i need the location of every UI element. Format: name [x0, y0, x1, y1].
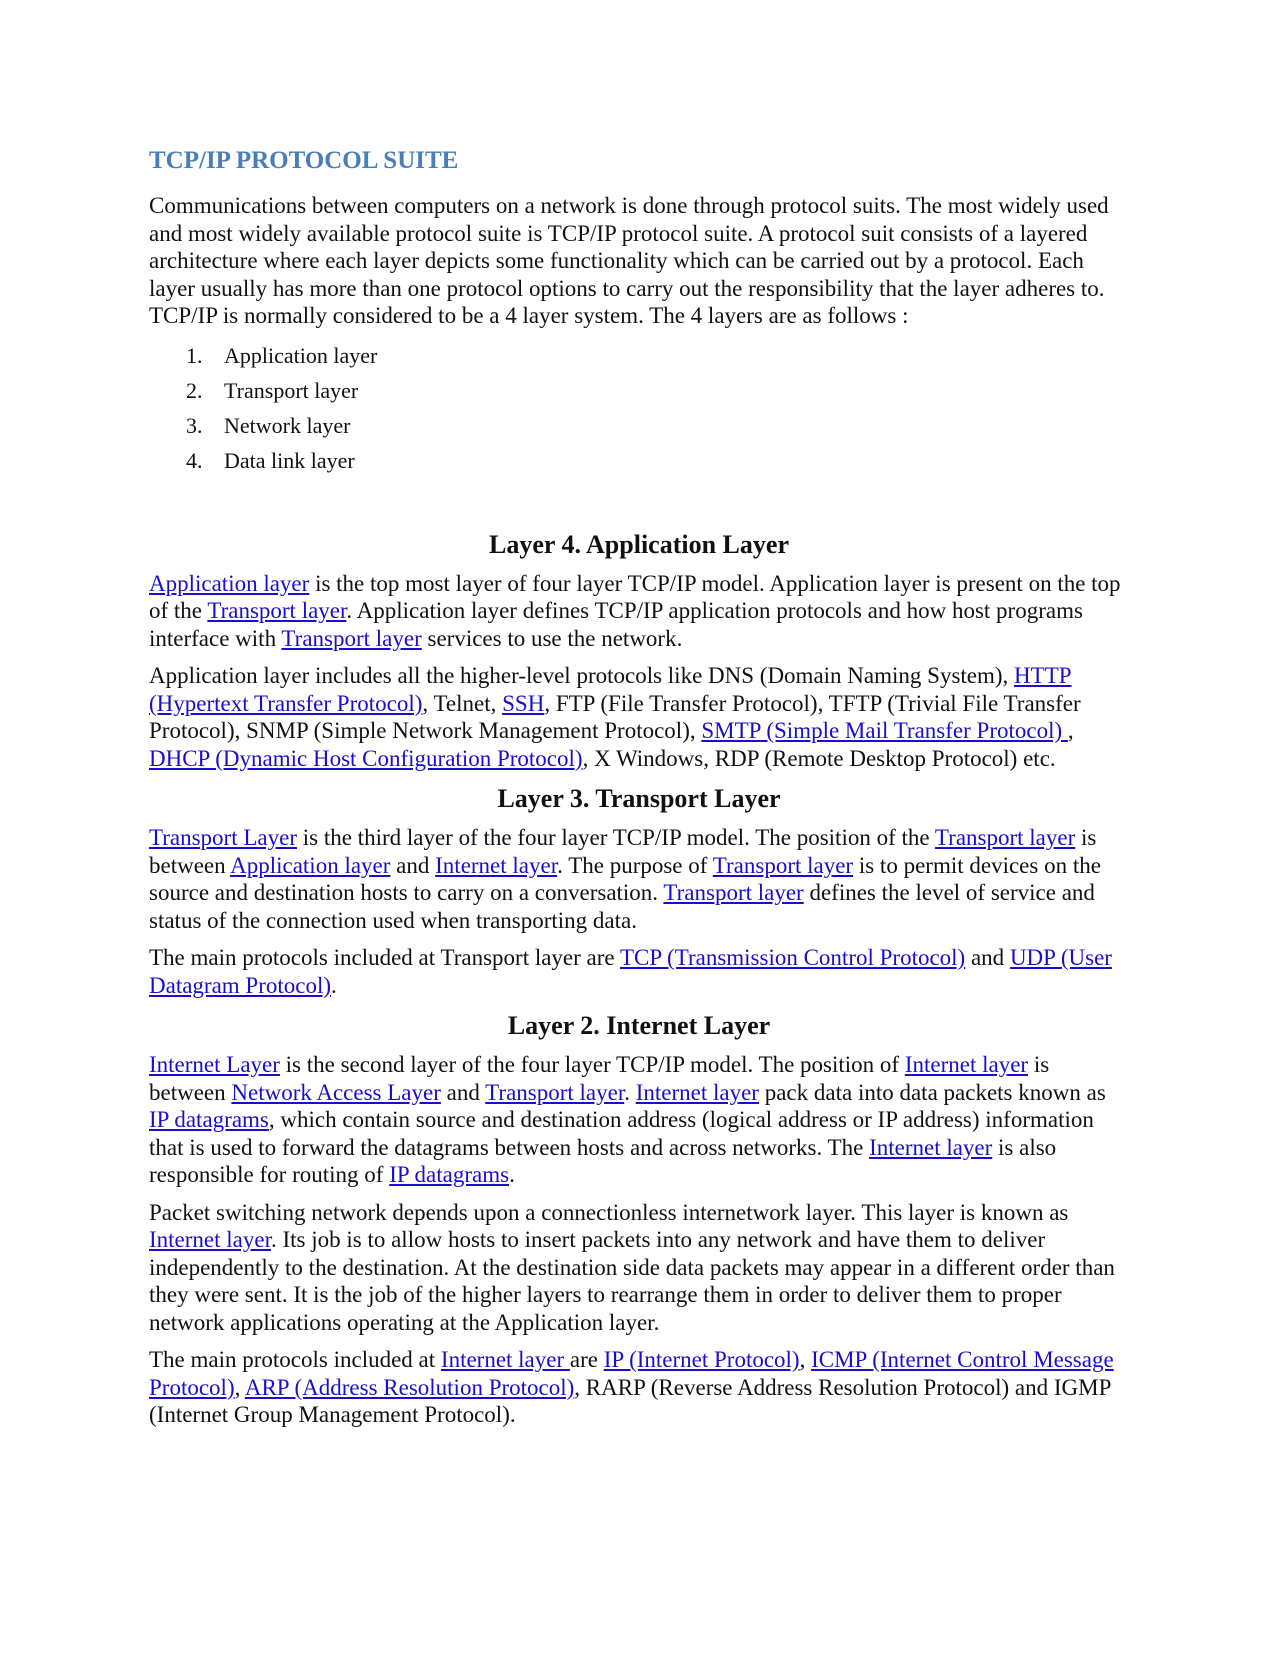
list-item — [186, 377, 1129, 404]
list-number: 2. — [186, 377, 203, 403]
transport-layer-link[interactable]: Transport layer — [712, 852, 854, 878]
text-span: Packet switching network depends upon a connectionless internetwork layer. This layer is known as — [149, 1199, 1069, 1225]
internet-layer-paragraph-2 — [149, 1199, 1129, 1337]
text-span: . Application layer defines TCP/IP application protocols and how host programs interface with — [149, 598, 1083, 651]
dhcp-link[interactable]: DHCP (Dynamic Host Configuration Protocol) — [149, 745, 583, 771]
list-item-label: Transport layer — [224, 377, 359, 403]
smtp-link[interactable]: SMTP (Simple Mail Transfer Protocol) — [701, 718, 1068, 743]
text-span: and — [440, 1079, 486, 1105]
list-item — [186, 447, 1129, 474]
transport-layer-link[interactable]: Transport layer — [485, 1079, 625, 1105]
internet-layer-link[interactable]: Internet layer — [869, 1134, 993, 1160]
list-item-label: Application layer — [224, 342, 378, 368]
text-span: , FTP (File Transfer Protocol), TFTP (Trivial File Transfer Protocol), SNMP (Simple Network Management Protocol), — [149, 690, 1081, 743]
internet-layer-paragraph-1 — [149, 1051, 1129, 1189]
text-span: . — [331, 972, 337, 998]
transport-layer-link[interactable]: Transport Layer — [149, 825, 297, 850]
list-number: 1. — [186, 342, 203, 368]
application-layer-paragraph-1 — [149, 570, 1129, 653]
ip-datagrams-link[interactable]: IP datagrams — [149, 1107, 269, 1132]
text-span: . The purpose of — [557, 852, 713, 878]
internet-layer-link[interactable]: Internet layer — [635, 1079, 759, 1105]
document-title: TCP/IP PROTOCOL SUITE — [149, 147, 459, 174]
transport-layer-paragraph-2 — [149, 944, 1129, 999]
text-span: is the top most layer of four layer TCP/IP model. Application layer is present on the top of the — [149, 570, 1121, 623]
internet-layer-link[interactable]: Internet layer — [435, 852, 558, 878]
text-span: . Its job is to allow hosts to insert packets into any network and have them to deliver independently to the destination. At the destination side data packets may appear in a different order than they were sent. It is the job of the higher layers to rearrange them in order to deliver them to proper network applications operating at the Application layer. — [149, 1227, 1115, 1335]
ip-datagrams-link[interactable]: IP datagrams — [389, 1162, 510, 1187]
application-layer-link[interactable]: Application layer — [230, 852, 391, 878]
text-span: is between — [149, 1052, 1050, 1105]
transport-layer-link[interactable]: Transport layer — [934, 825, 1076, 850]
text-span: is between — [149, 825, 1097, 878]
document-page — [149, 146, 1129, 1439]
text-span: and — [390, 852, 436, 878]
internet-layer-paragraph-3 — [149, 1346, 1129, 1429]
transport-layer-heading: Layer 3. Transport Layer — [497, 784, 781, 813]
text-span: The main protocols included at Transport layer are — [149, 945, 620, 970]
internet-layer-link[interactable]: Internet layer — [149, 1227, 271, 1252]
text-span: , Telnet, — [422, 690, 503, 716]
application-layer-link[interactable]: Application layer — [149, 570, 310, 596]
network-access-layer-link[interactable]: Network Access Layer — [231, 1079, 441, 1105]
text-span: . — [509, 1162, 515, 1187]
text-span: , — [1067, 718, 1074, 743]
text-span: . — [624, 1079, 636, 1105]
ssh-link[interactable]: SSH — [502, 690, 545, 716]
list-item-label: Network layer — [224, 412, 351, 438]
arp-link[interactable]: ARP (Address Resolution Protocol) — [244, 1374, 575, 1400]
layers-list — [149, 342, 1129, 474]
text-span: , RARP (Reverse Address Resolution Protocol) and IGMP (Internet Group Management Protocol). — [149, 1374, 1111, 1427]
transport-layer-link[interactable]: Transport layer — [207, 598, 347, 623]
text-span: are — [569, 1347, 604, 1372]
text-span: Application layer includes all the higher-level protocols like DNS (Domain Naming System), — [149, 663, 1015, 688]
http-link[interactable]: HTTP (Hypertext Transfer Protocol) — [149, 663, 1072, 716]
transport-layer-paragraph-1 — [149, 824, 1129, 934]
icmp-link[interactable]: ICMP (Internet Control Message Protocol) — [149, 1347, 1114, 1400]
list-number: 4. — [186, 447, 203, 473]
text-span: services to use the network. — [421, 625, 683, 651]
list-item — [186, 412, 1129, 439]
text-span: and — [965, 945, 1010, 970]
list-number: 3. — [186, 412, 203, 438]
text-span: is the third layer of the four layer TCP/IP model. The position of the — [296, 825, 935, 850]
transport-layer-link[interactable]: Transport layer — [663, 880, 804, 905]
list-item — [186, 342, 1129, 369]
text-span: defines the level of service and status of the connection used when transporting data. — [149, 880, 1095, 933]
text-span: is also responsible for routing of — [149, 1134, 1057, 1187]
text-span: is to permit devices on the source and destination hosts to carry on a conversation. — [149, 852, 1101, 905]
transport-layer-link[interactable]: Transport layer — [281, 625, 422, 651]
internet-layer-link[interactable]: Internet Layer — [149, 1052, 280, 1077]
tcp-link[interactable]: TCP (Transmission Control Protocol) — [619, 945, 966, 970]
ip-link[interactable]: IP (Internet Protocol) — [603, 1347, 800, 1372]
internet-layer-link[interactable]: Internet layer — [440, 1347, 570, 1372]
text-span: pack data into data packets known as — [758, 1079, 1106, 1105]
internet-layer-heading: Layer 2. Internet Layer — [507, 1011, 771, 1040]
application-layer-paragraph-2 — [149, 662, 1129, 772]
udp-link[interactable]: UDP (User Datagram Protocol) — [149, 945, 1112, 998]
text-span: , — [799, 1347, 812, 1372]
intro-paragraph: Communications between computers on a network is done through protocol suits. The most widely used and most widely available protocol suite is TCP/IP protocol suite. A protocol suit consists of a layered architecture where each layer depicts some functionality which can be carried out by a protocol. Each layer usually has more than one protocol options to carry out the responsibility that the layer adheres to. TCP/IP is normally considered to be a 4 layer system. The 4 layers are as follows : — [149, 193, 1109, 328]
application-layer-heading: Layer 4. Application Layer — [489, 529, 789, 559]
text-span: The main protocols included at — [149, 1347, 441, 1372]
text-span: , — [234, 1374, 245, 1400]
internet-layer-link[interactable]: Internet layer — [904, 1052, 1029, 1077]
text-span: , which contain source and destination address (logical address or IP address) information that is used to forward the datagrams between hosts and across networks. The — [149, 1107, 1094, 1160]
text-span: , X Windows, RDP (Remote Desktop Protocol) etc. — [582, 745, 1056, 771]
list-item-label: Data link layer — [224, 447, 355, 473]
text-span: is the second layer of the four layer TCP/IP model. The position of — [279, 1052, 905, 1077]
